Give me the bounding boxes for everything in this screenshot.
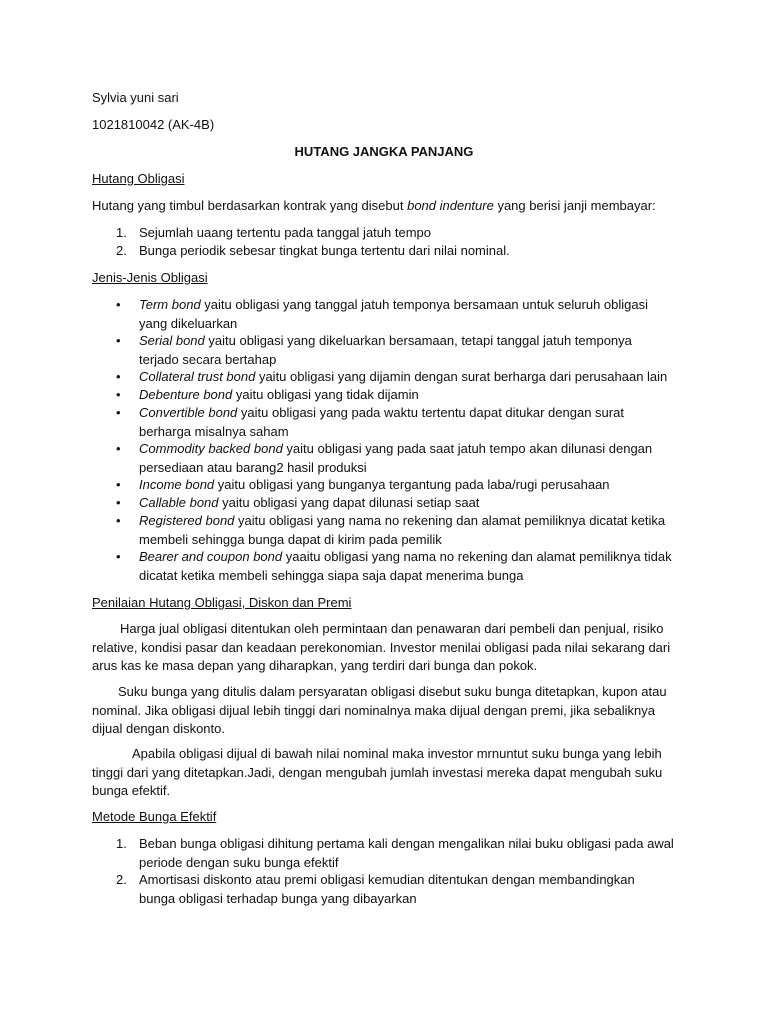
intro-text-before: Hutang yang timbul berdasarkan kontrak yang disebut: [92, 198, 408, 213]
intro-text-after: yang berisi janji membayar:: [493, 198, 656, 213]
bullet-icon: •: [116, 405, 121, 420]
bond-description: yaitu obligasi yang tidak dijamin: [232, 387, 419, 402]
bullet-icon: •: [116, 495, 121, 510]
bond-term: Callable bond: [139, 495, 219, 510]
bond-description: yaitu obligasi yang pada waktu tertentu dapat ditukar dengan surat berharga misalnya saham: [139, 405, 624, 439]
list-number: 1.: [116, 225, 127, 240]
author-name: Sylvia yuni sari: [92, 90, 179, 105]
bullet-icon: •: [116, 369, 121, 384]
bond-term: Income bond: [139, 477, 215, 492]
bullet-icon: •: [116, 387, 121, 402]
paragraph-penilaian-2: Suku bunga yang ditulis dalam persyaratan obligasi disebut suku bunga ditetapkan, kupon atau nominal. Jika obligasi dijual lebih tinggi dari nominalnya maka dijual dengan premi, jika sebaliknya dijual dengan diskonto.: [92, 684, 667, 736]
bond-description: yaitu obligasi yang nama no rekening dan alamat pemiliknya dicatat ketika membeli sehingga bunga dapat di kirim pada pemilik: [139, 513, 666, 547]
list-number: 2.: [116, 872, 127, 887]
list-number: 1.: [116, 836, 127, 851]
bond-term: Commodity backed bond: [139, 441, 283, 456]
bond-term: Term bond: [139, 297, 201, 312]
bullet-icon: •: [116, 477, 121, 492]
bond-description: yaitu obligasi yang dikeluarkan bersamaan, tetapi tanggal jatuh temponya terjado secara bertahap: [139, 333, 632, 367]
list-item: [139, 332, 659, 369]
bond-description: yaitu obligasi yang dapat dilunasi setiap saat: [218, 495, 480, 510]
bond-term: Convertible bond: [139, 405, 238, 420]
bullet-icon: •: [116, 297, 121, 312]
list-item: [139, 476, 679, 495]
bond-description: yaitu obligasi yang pada saat jatuh tempo akan dilunasi dengan persediaan atau barang2 hasil produksi: [139, 441, 653, 475]
bond-description: yaaitu obligasi yang nama no rekening dan alamat pemiliknya tidak dicatat ketika membeli sehingga siapa saja dapat menerima bunga: [139, 549, 672, 583]
bond-term: Collateral trust bond: [139, 369, 256, 384]
bullet-icon: •: [116, 549, 121, 564]
bond-description: yaitu obligasi yang bunganya tergantung pada laba/rugi perusahaan: [214, 477, 610, 492]
intro-term: bond indenture: [407, 198, 494, 213]
list-item: [139, 368, 679, 387]
bullet-icon: •: [116, 441, 121, 456]
bullet-icon: •: [116, 513, 121, 528]
paragraph-penilaian-3: Apabila obligasi dijual di bawah nilai nominal maka investor mrnuntut suku bunga yang lebih tinggi dari yang ditetapkan.Jadi, dengan mengubah jumlah investasi mereka dapat mengubah suku bunga efektif.: [92, 746, 663, 798]
list-item: [139, 296, 659, 333]
intro-paragraph: [92, 197, 656, 214]
bullet-icon: •: [116, 333, 121, 348]
list-item: [139, 404, 639, 441]
bond-term: Registered bond: [139, 513, 235, 528]
list-item: [139, 494, 679, 513]
list-item: [139, 548, 679, 585]
section-heading-penilaian: Penilaian Hutang Obligasi, Diskon dan Premi: [92, 595, 352, 610]
author-id: 1021810042 (AK-4B): [92, 117, 215, 132]
bond-term: Serial bond: [139, 333, 205, 348]
list-item: Amortisasi diskonto atau premi obligasi kemudian ditentukan dengan membandingkan bunga obligasi terhadap bunga yang dibayarkan: [139, 872, 635, 906]
list-number: 2.: [116, 243, 127, 258]
document-title: HUTANG JANGKA PANJANG: [294, 144, 474, 159]
list-item: Sejumlah uaang tertentu pada tanggal jatuh tempo: [139, 225, 431, 240]
section-heading-jenis-obligasi: Jenis-Jenis Obligasi: [92, 270, 208, 285]
list-item: [139, 512, 679, 549]
bond-description: yaitu obligasi yang tanggal jatuh temponya bersamaan untuk seluruh obligasi yang dikeluarkan: [139, 297, 649, 331]
bond-description: yaitu obligasi yang dijamin dengan surat berharga dari perusahaan lain: [255, 369, 668, 384]
section-heading-metode: Metode Bunga Efektif: [92, 809, 217, 824]
paragraph-penilaian-1: Harga jual obligasi ditentukan oleh permintaan dan penawaran dari pembeli dan penjual, risiko relative, kondisi pasar dan keadaan perekonomian. Investor menilai obligasi pada nilai sekarang dari arus kas ke masa depan yang diharapkan, yang terdiri dari bunga dan pokok.: [92, 621, 671, 673]
list-item: [139, 440, 659, 477]
bond-term: Bearer and coupon bond: [139, 549, 283, 564]
section-heading-hutang-obligasi: Hutang Obligasi: [92, 171, 185, 186]
bond-term: Debenture bond: [139, 387, 233, 402]
list-item: Beban bunga obligasi dihitung pertama kali dengan mengalikan nilai buku obligasi pada awal periode dengan suku bunga efektif: [139, 836, 674, 870]
list-item: [139, 386, 679, 405]
list-item: Bunga periodik sebesar tingkat bunga tertentu dari nilai nominal.: [139, 243, 510, 258]
